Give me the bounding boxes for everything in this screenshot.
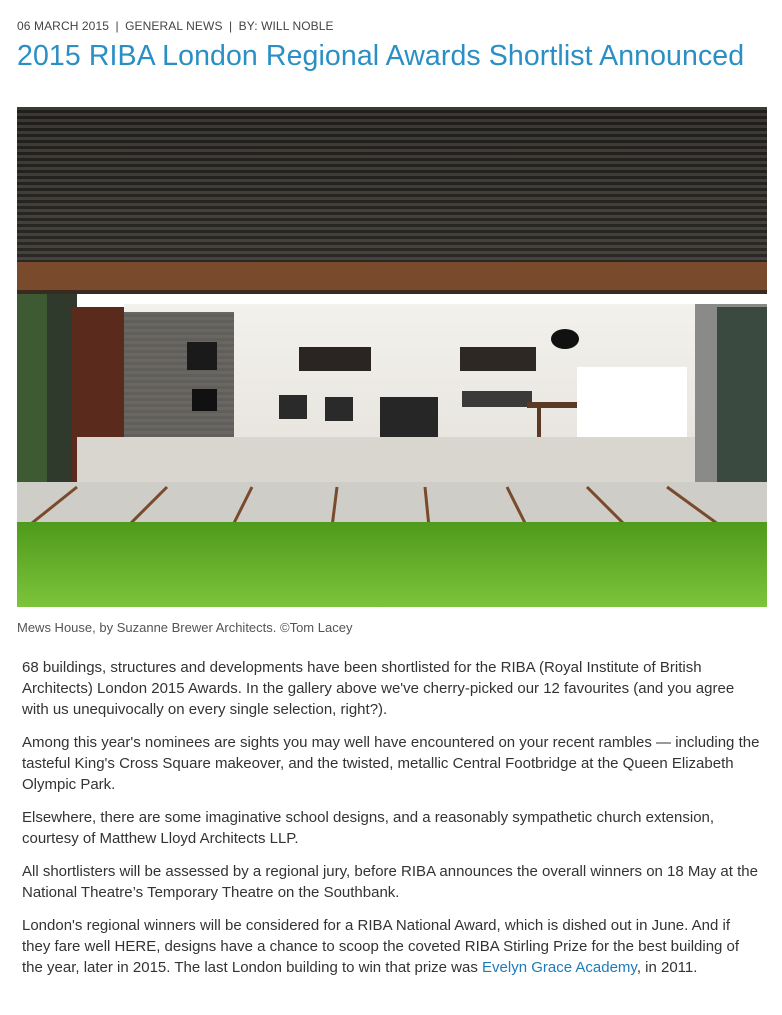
article-paragraph: Among this year's nominees are sights you may well have encountered on your recent rambles — including the tasteful King's Cross Square makeover, and the twisted, metallic Central Footbridge at the Queen Elizabeth Olympic Park. [22, 734, 760, 793]
article-category: GENERAL NEWS [125, 19, 223, 33]
meta-separator: | [229, 19, 233, 33]
article-body [22, 657, 762, 990]
article-paragraph: All shortlisters will be assessed by a regional jury, before RIBA announces the overall winners on 18 May at the National Theatre’s Temporary Theatre on the Southbank. [22, 863, 758, 901]
paragraph-text: London's regional winners will be considered for a RIBA National Award, which is dished out in June. And if they fare well HERE, designs have a chance to scoop the coveted RIBA Stirling Prize for the best building of the year, later in 2015. The last London building to win that prize was [22, 917, 740, 976]
article-paragraph: Elsewhere, there are some imaginative school designs, and a reasonably sympathetic church extension, courtesy of Matthew Lloyd Architects LLP. [22, 809, 715, 847]
article-paragraph: 68 buildings, structures and developments have been shortlisted for the RIBA (Royal Institute of British Architects) London 2015 Awards. In the gallery above we've cherry-picked our 12 favourites (and you agree with us unequivocally on every single selection, right?). [22, 659, 735, 718]
paragraph-text: , in 2011. [636, 959, 698, 976]
article-paragraph [22, 915, 762, 978]
article-title: 2015 RIBA London Regional Awards Shortlist Announced [17, 40, 745, 72]
evelyn-grace-academy-link[interactable]: Evelyn Grace Academy [482, 959, 637, 976]
photo-caption: Mews House, by Suzanne Brewer Architects. ©Tom Lacey [17, 620, 353, 635]
article-meta [17, 19, 334, 33]
article-date: 06 MARCH 2015 [17, 19, 110, 33]
article-photo [17, 107, 767, 607]
article-author: BY: WILL NOBLE [238, 19, 334, 33]
meta-separator: | [115, 19, 119, 33]
mews-house-photo [17, 107, 767, 607]
